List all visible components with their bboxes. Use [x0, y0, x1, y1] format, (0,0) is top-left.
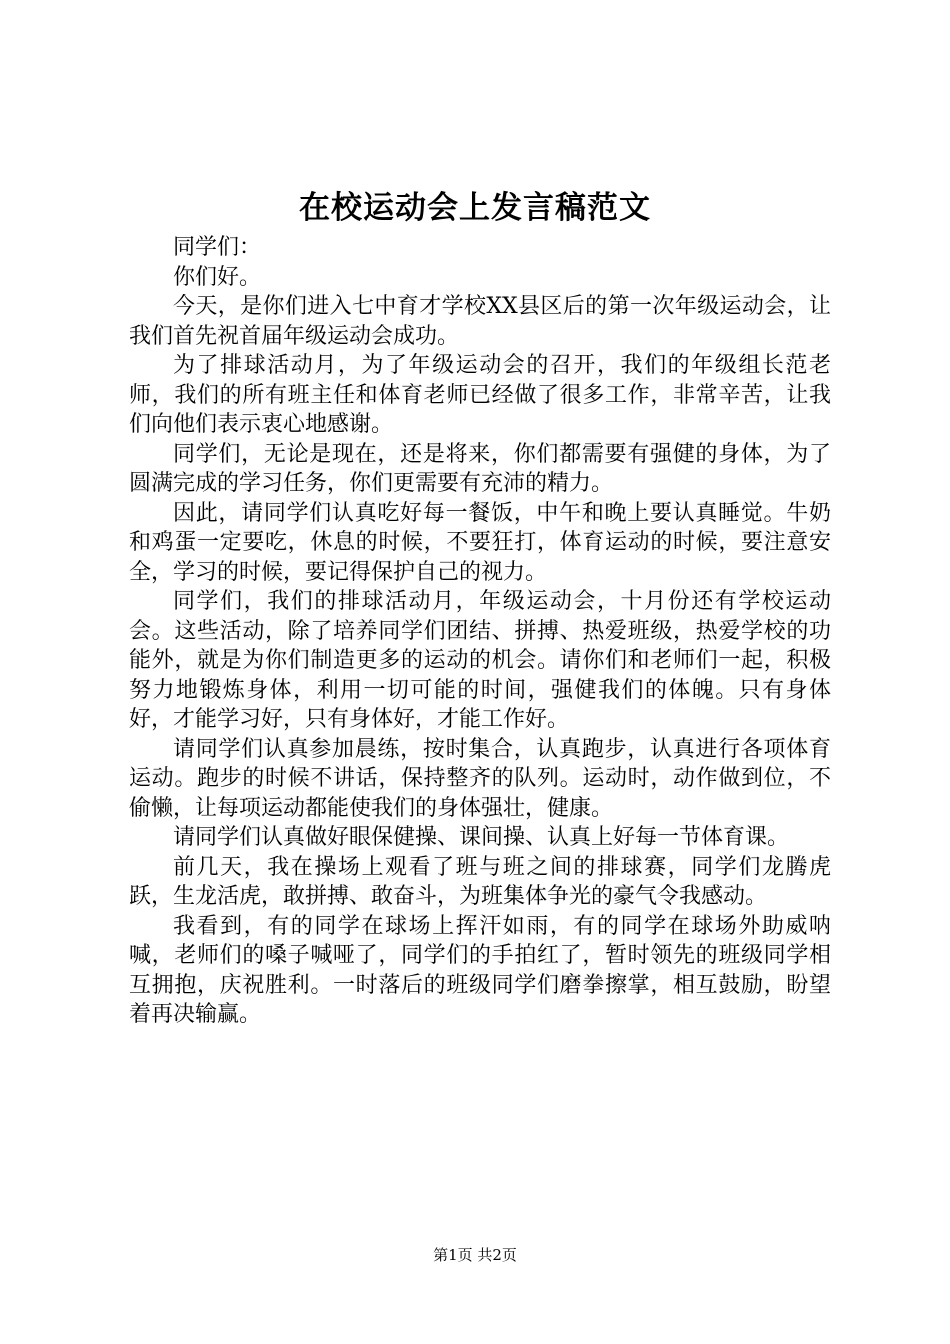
paragraph: 前几天，我在操场上观看了班与班之间的排球赛，同学们龙腾虎跃，生龙活虎，敢拼搏、敢奋斗，为班集体争光的豪气令我感动。 [129, 854, 831, 909]
document-body [129, 233, 831, 1030]
paragraph: 同学们，我们的排球活动月，年级运动会，十月份还有学校运动会。这些活动，除了培养同学们团结、拼搏、热爱班级，热爱学校的功能外，就是为你们制造更多的运动的机会。请你们和老师们一起，积极努力地锻炼身体，利用一切可能的时间，强健我们的体魄。只有身体好，才能学习好，只有身体好，才能工作好。 [129, 589, 831, 732]
paragraph: 请同学们认真参加晨练，按时集合，认真跑步，认真进行各项体育运动。跑步的时候不讲话，保持整齐的队列。运动时，动作做到位，不偷懒，让每项运动都能使我们的身体强壮，健康。 [129, 736, 831, 821]
paragraph: 为了排球活动月，为了年级运动会的召开，我们的年级组长范老师，我们的所有班主任和体育老师已经做了很多工作，非常辛苦，让我们向他们表示衷心地感谢。 [129, 353, 831, 437]
paragraph: 请同学们认真做好眼保健操、课间操、认真上好每一节体育课。 [173, 825, 790, 850]
paragraph-salutation: 同学们： [173, 235, 262, 260]
page-footer: 第1页 共2页 [433, 1246, 517, 1264]
paragraph: 同学们，无论是现在，还是将来，你们都需要有强健的身体，为了圆满完成的学习任务，你们更需要有充沛的精力。 [129, 441, 831, 496]
paragraph: 因此，请同学们认真吃好每一餐饭，中午和晚上要认真睡觉。牛奶和鸡蛋一定要吃，休息的时候，不要狂打，体育运动的时候，要注意安全，学习的时候，要记得保护自己的视力。 [129, 500, 831, 585]
paragraph: 我看到，有的同学在球场上挥汗如雨，有的同学在球场外助威呐喊，老师们的嗓子喊哑了，同学们的手拍红了，暂时领先的班级同学相互拥抱，庆祝胜利。一时落后的班级同学们磨拳擦掌，相互鼓励，盼望着再决输赢。 [129, 913, 831, 1027]
document-title: 在校运动会上发言稿范文 [299, 190, 651, 226]
paragraph-greeting: 你们好。 [173, 264, 262, 290]
paragraph: 今天，是你们进入七中育才学校XX县区后的第一次年级运动会，让我们首先祝首届年级运动会成功。 [129, 294, 831, 349]
